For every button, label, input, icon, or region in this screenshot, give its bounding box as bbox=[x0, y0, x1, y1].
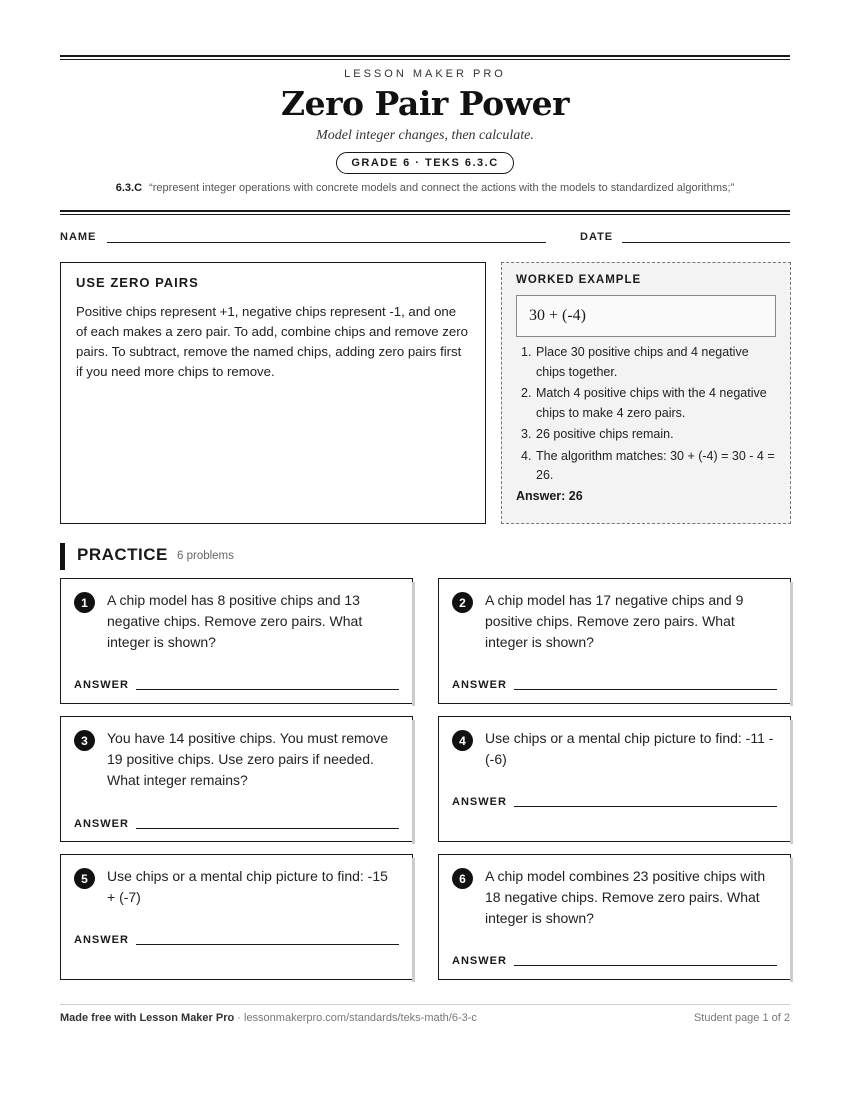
footer-credit bbox=[60, 1012, 477, 1024]
answer-label: ANSWER bbox=[452, 955, 507, 967]
footer-brand: Made free with Lesson Maker Pro bbox=[60, 1012, 235, 1024]
answer-field[interactable] bbox=[514, 806, 777, 807]
header-divider bbox=[60, 210, 790, 215]
answer-label: ANSWER bbox=[74, 679, 129, 691]
problem-number: 3 bbox=[74, 730, 95, 751]
name-field[interactable] bbox=[107, 242, 546, 243]
name-label: NAME bbox=[60, 231, 97, 243]
example-heading: WORKED EXAMPLE bbox=[516, 274, 642, 286]
grade-badge: GRADE 6 · TEKS 6.3.C bbox=[336, 152, 513, 174]
problem-card-3 bbox=[60, 716, 413, 842]
top-divider bbox=[60, 55, 790, 60]
problem-text: Use chips or a mental chip picture to find: -11 - (-6) bbox=[485, 730, 774, 767]
answer-field[interactable] bbox=[136, 944, 399, 945]
problem-card-5 bbox=[60, 854, 413, 980]
page-indicator: Student page 1 of 2 bbox=[693, 1012, 790, 1024]
problem-number: 1 bbox=[74, 592, 95, 613]
problem-number: 4 bbox=[452, 730, 473, 751]
problem-text: A chip model has 17 negative chips and 9 positive chips. Remove zero pairs. What integer is shown? bbox=[485, 592, 744, 650]
answer-label: ANSWER bbox=[452, 679, 507, 691]
example-step: 3. 26 positive chips remain. bbox=[521, 427, 674, 441]
problem-count: 6 problems bbox=[177, 550, 234, 562]
problem-card-6 bbox=[438, 854, 791, 980]
page-title: Zero Pair Power bbox=[281, 84, 569, 123]
date-label: DATE bbox=[580, 231, 614, 243]
practice-heading: PRACTICE bbox=[77, 545, 168, 564]
answer-field[interactable] bbox=[136, 828, 399, 829]
footer-url[interactable]: · lessonmakerpro.com/standards/teks-math/6-3-c bbox=[234, 1012, 477, 1024]
date-field[interactable] bbox=[622, 242, 790, 243]
problem-number: 2 bbox=[452, 592, 473, 613]
problem-text: A chip model has 8 positive chips and 13 negative chips. Remove zero pairs. What integer is shown? bbox=[107, 592, 363, 650]
example-step: 2. Match 4 positive chips with the 4 negative chips to make 4 zero pairs. bbox=[521, 386, 767, 420]
problem-number: 6 bbox=[452, 868, 473, 889]
practice-accent-bar bbox=[60, 543, 65, 570]
intro-text: Positive chips represent +1, negative chips represent -1, and one of each makes a zero pair. To add, combine chips and remove zero pairs. To subtract, remove the named chips, adding zero pairs first if you need more chips to remove. bbox=[76, 304, 468, 379]
answer-label: ANSWER bbox=[74, 934, 129, 946]
answer-label: ANSWER bbox=[74, 818, 129, 830]
problem-card-1 bbox=[60, 578, 413, 704]
problem-card-2 bbox=[438, 578, 791, 704]
problem-number: 5 bbox=[74, 868, 95, 889]
problem-text: Use chips or a mental chip picture to find: -15 + (-7) bbox=[107, 868, 388, 905]
example-expression: 30 + (-4) bbox=[516, 295, 776, 337]
example-step: 1. Place 30 positive chips and 4 negative chips together. bbox=[521, 345, 749, 379]
worked-example-panel bbox=[501, 262, 791, 524]
answer-field[interactable] bbox=[514, 965, 777, 966]
example-answer: Answer: 26 bbox=[516, 488, 583, 503]
problem-card-4 bbox=[438, 716, 791, 842]
standard-text: “represent integer operations with concrete models and connect the actions with the models to standardized algorithms;” bbox=[149, 182, 735, 194]
answer-label: ANSWER bbox=[452, 796, 507, 808]
example-step: 4. The algorithm matches: 30 + (-4) = 30 - 4 = 26. bbox=[521, 448, 775, 482]
standard-code: 6.3.C bbox=[115, 182, 143, 194]
footer-divider bbox=[60, 1004, 790, 1005]
page-subtitle: Model integer changes, then calculate. bbox=[316, 128, 534, 143]
answer-field[interactable] bbox=[136, 689, 399, 690]
brand-name: LESSON MAKER PRO bbox=[344, 68, 506, 80]
intro-heading: USE ZERO PAIRS bbox=[76, 275, 199, 290]
problem-text: You have 14 positive chips. You must remove 19 positive chips. Use zero pairs if needed. What integer remains? bbox=[107, 730, 389, 788]
intro-panel bbox=[60, 262, 486, 524]
standard-description bbox=[0, 182, 850, 194]
answer-field[interactable] bbox=[514, 689, 777, 690]
example-steps bbox=[516, 343, 776, 486]
problem-text: A chip model combines 23 positive chips with 18 negative chips. Remove zero pairs. What integer is shown? bbox=[485, 868, 766, 926]
